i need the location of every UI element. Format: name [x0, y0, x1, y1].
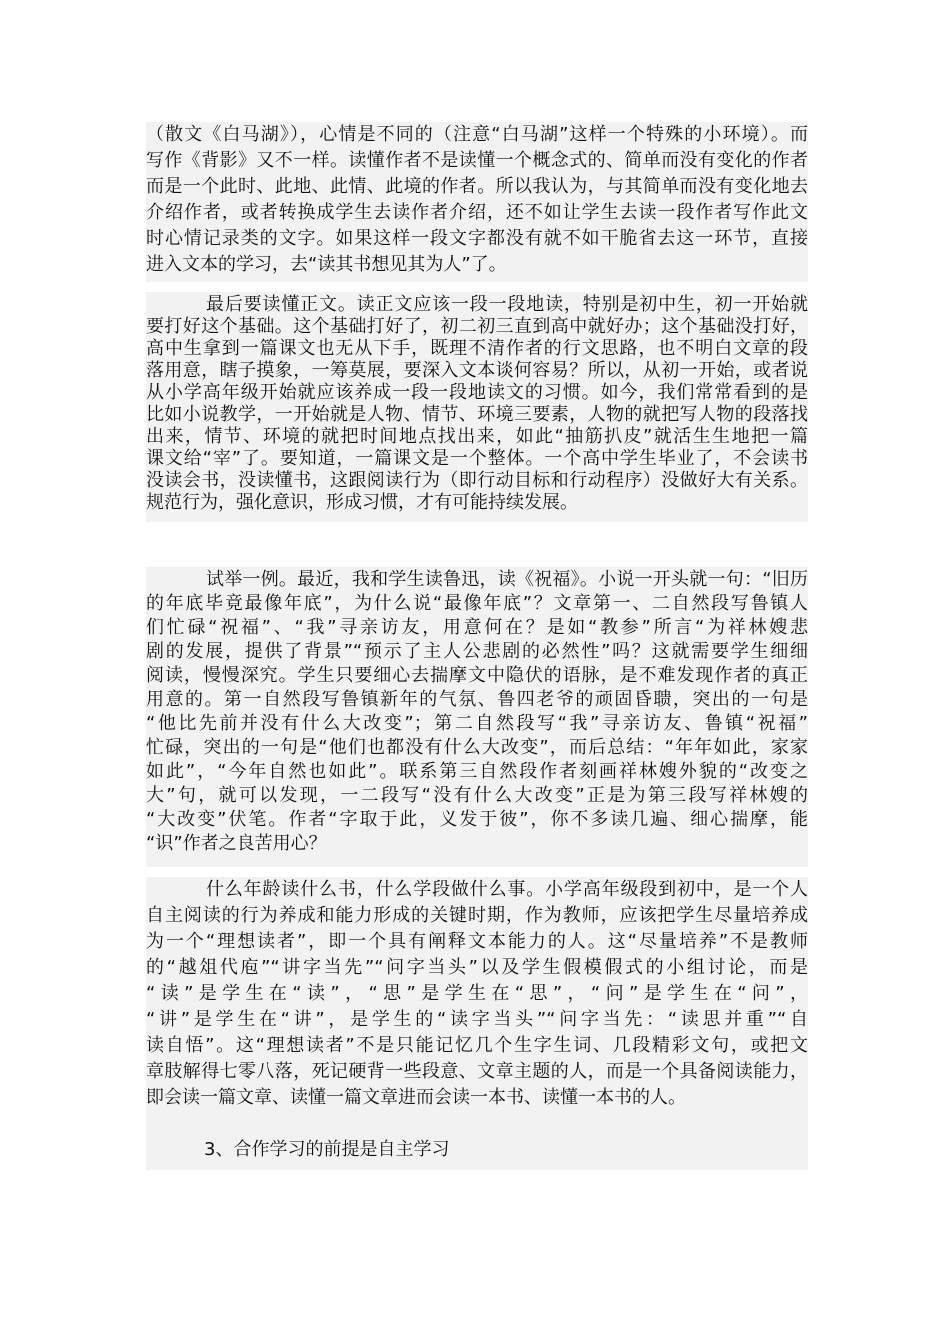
paragraph-line: 而是一个此时、此地、此情、此境的作者。所以我认为，与其简单而没有变化地去 [146, 176, 808, 197]
paragraph-line: 的年底毕竟最像年底”，为什么说“最像年底”？文章第一、二自然段写鲁镇人 [146, 593, 808, 614]
paragraph-line: 试举一例。最近，我和学生读鲁迅，读《祝福》。小说一开头就一句：“旧历 [206, 569, 808, 590]
paragraph-3 [146, 567, 808, 867]
paragraph-1 [146, 122, 808, 282]
section-heading: 3、合作学习的前提是自主学习 [204, 1139, 450, 1160]
paragraph-4 [146, 877, 808, 1132]
paragraph-line: 自主阅读的行为养成和能力形成的关键时期，作为教师，应该把学生尽量培养成 [146, 905, 808, 926]
paragraph-2 [146, 292, 808, 522]
paragraph-line: 大”句，就可以发现，一二段写“没有什么大改变”正是为第三段写祥林嫂的 [146, 785, 808, 806]
paragraph-line: 忙碌，突出的一句是“他们也都没有什么大改变”，而后总结：“年年如此，家家 [146, 737, 808, 758]
paragraph-line: 为一个“理想读者”，即一个具有阐释文本能力的人。这“尽量培养”不是教师 [146, 931, 808, 952]
paragraph-line: 读自悟”。这“理想读者”不是只能记忆几个生字生词、几段精彩文句，或把文 [146, 1035, 808, 1056]
paragraph-line: “大改变”伏笔。作者“字取于此，义发于彼”，你不多读几遍、细心揣摩，能 [146, 809, 808, 830]
paragraph-line: “讲”是学生在“讲”，是学生的“读字当头”“问字当先：“读思并重”“自 [146, 1009, 808, 1030]
section-heading-block [146, 1132, 808, 1170]
paragraph-line: 章肢解得七零八落，死记硬背一些段意、文章主题的人，而是一个具备阅读能力， [146, 1061, 808, 1082]
paragraph-line: 比如小说教学，一开始就是人物、情节、环境三要素，人物的就把写人物的段落找 [146, 404, 808, 425]
paragraph-line: 用意的。第一自然段写鲁镇新年的气氛、鲁四老爷的顽固昏聩，突出的一句是 [146, 689, 808, 710]
paragraph-line: 课文给“宰”了。要知道，一篇课文是一个整体。一个高中学生毕业了，不会读书 [146, 448, 808, 469]
paragraph-line: 介绍作者，或者转换成学生去读作者介绍，还不如让学生去读一段作者写作此文 [146, 202, 808, 223]
paragraph-line: 的“越俎代庖”“讲字当先”“问字当头”以及学生假模假式的小组讨论，而是 [146, 957, 808, 978]
paragraph-line: “他比先前并没有什么大改变”；第二自然段写“我”寻亲访友、鲁镇“祝福” [146, 713, 808, 734]
paragraph-line: 即会读一篇文章、读懂一篇文章进而会读一本书、读懂一本书的人。 [146, 1087, 686, 1108]
paragraph-line: 要打好这个基础。这个基础打好了，初二初三直到高中就好办；这个基础没打好， [146, 316, 808, 337]
paragraph-line: 落用意，瞎子摸象，一筹莫展，要深入文本谈何容易？所以，从初一开始，或者说 [146, 360, 808, 381]
paragraph-line: “读”是学生在“读”，“思”是学生在“思”，“问”是学生在“问”， [146, 983, 808, 1004]
paragraph-line: “识”作者之良苦用心？ [146, 833, 327, 854]
paragraph-line: 进入文本的学习，去“读其书想见其为人”了。 [146, 254, 507, 275]
paragraph-line: （散文《白马湖》），心情是不同的（注意“白马湖”这样一个特殊的小环境）。而 [146, 124, 808, 145]
paragraph-line: 从小学高年级开始就应该养成一段一段地读文的习惯。如今，我们常常看到的是 [146, 382, 808, 403]
paragraph-line: 写作《背影》又不一样。读懂作者不是读懂一个概念式的、简单而没有变化的作者 [146, 150, 808, 171]
paragraph-line: 出来，情节、环境的就把时间地点找出来，如此“抽筋扒皮”就活生生地把一篇 [146, 426, 808, 447]
paragraph-line: 最后要读懂正文。读正文应该一段一段地读，特别是初中生，初一开始就 [206, 294, 808, 315]
paragraph-line: 什么年龄读什么书，什么学段做什么事。小学高年级段到初中，是一个人 [206, 879, 808, 900]
paragraph-line: 时心情记录类的文字。如果这样一段文字都没有就不如干脆省去这一环节，直接 [146, 228, 808, 249]
paragraph-line: 如此”，“今年自然也如此”。联系第三自然段作者刻画祥林嫂外貌的“改变之 [146, 761, 808, 782]
paragraph-line: 阅读，慢慢深究。学生只要细心去揣摩文中隐伏的语脉，是不难发现作者的真正 [146, 665, 808, 686]
paragraph-line: 剧的发展，提供了背景”“预示了主人公悲剧的必然性”吗？这就需要学生细细 [146, 641, 808, 662]
paragraph-line: 没读会书，没读懂书，这跟阅读行为（即行动目标和行动程序）没做好大有关系。 [146, 470, 808, 491]
paragraph-line: 规范行为，强化意识，形成习惯，才有可能持续发展。 [146, 492, 578, 513]
paragraph-line: 高中生拿到一篇课文也无从下手，既理不清作者的行文思路，也不明白文章的段 [146, 338, 808, 359]
paragraph-line: 们忙碌“祝福”、“我”寻亲访友，用意何在？是如“教参”所言“为祥林嫂悲 [146, 617, 808, 638]
